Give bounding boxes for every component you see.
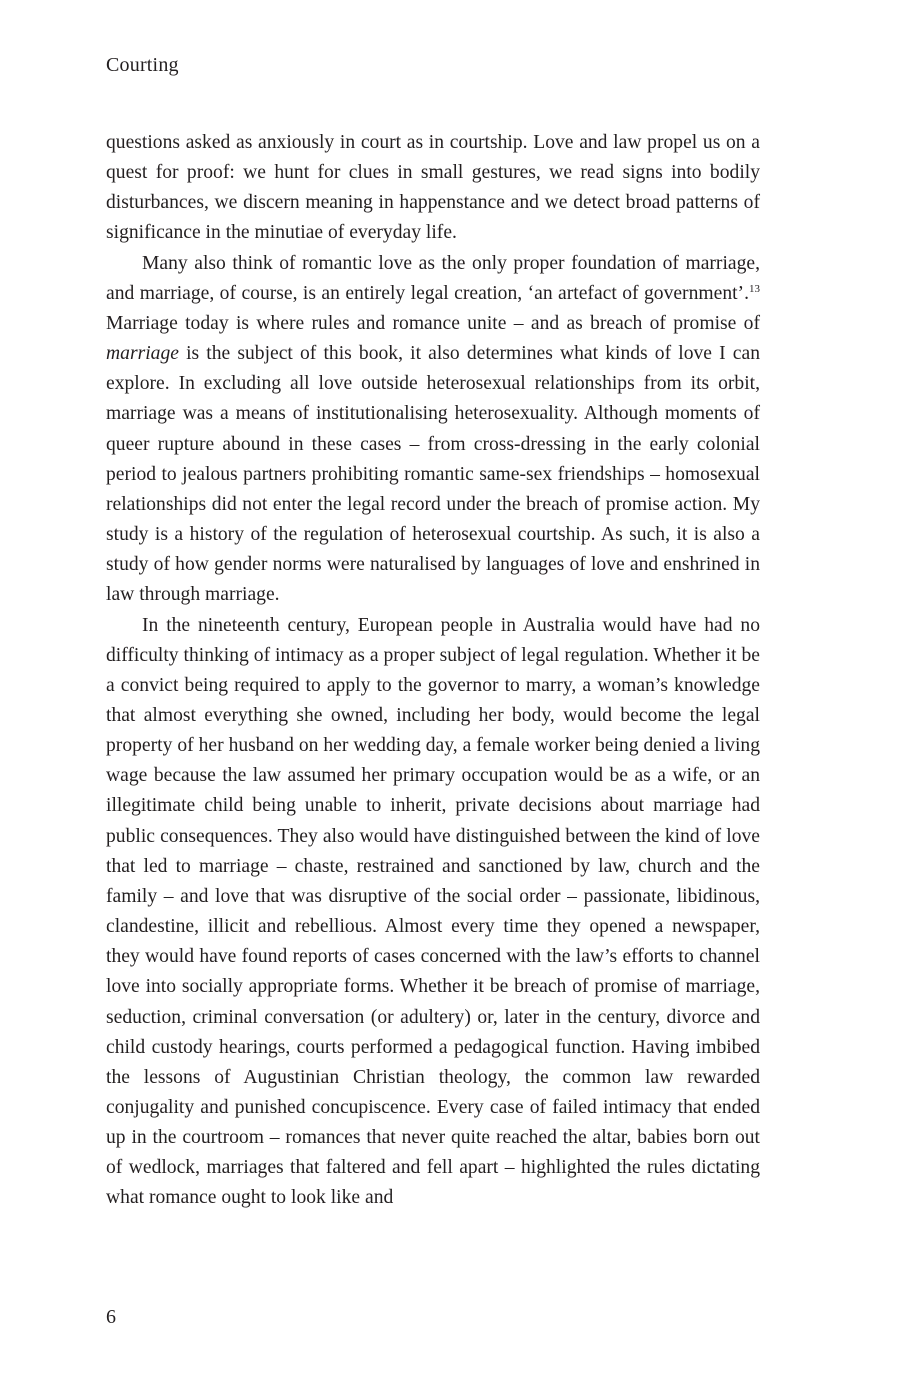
body-text [106, 128, 760, 1214]
text-run: questions asked as anxiously in court as in courtship. Love and law propel us on a quest for proof: we hunt for clues in small gestures, we read signs into bodily disturbances, we discern meaning in happenstance and we detect broad patterns of significance in the minutiae of everyday life. [106, 132, 760, 244]
italic-text: marriage [106, 343, 179, 365]
footnote-reference: 13 [749, 282, 760, 295]
paragraph [106, 611, 760, 1214]
page-number: 6 [106, 1306, 116, 1328]
text-run: is the subject of this book, it also determines what kinds of love I can explore. In excluding all love outside heterosexual relationships from its orbit, marriage was a means of institutionalising heterosexuality. Although moments of queer rupture abound in these cases – from cross-dressing in the early colonial period to jealous partners prohibiting romantic same-sex friendships – homosexual relationships did not enter the legal record under the breach of promise action. My study is a history of the regulation of heterosexual courtship. As such, it is also a study of how gender norms were naturalised by languages of love and enshrined in law through marriage. [106, 343, 760, 606]
text-run: In the nineteenth century, European people in Australia would have had no difficulty thinking of intimacy as a proper subject of legal regulation. Whether it be a convict being required to apply to the governor to marry, a woman’s knowledge that almost everything she owned, including her body, would become the legal property of her husband on her wedding day, a female worker being denied a living wage because the law assumed her primary occupation would be as a wife, or an illegitimate child being unable to inherit, private decisions about marriage had public consequences. They also would have distinguished between the kind of love that led to marriage – chaste, restrained and sanctioned by law, church and the family – and love that was disruptive of the social order – passionate, libidinous, clandestine, illicit and rebellious. Almost every time they opened a newspaper, they would have found reports of cases concerned with the law’s efforts to channel love into socially appropriate forms. Whether it be breach of promise of marriage, seduction, criminal conversation (or adultery) or, later in the century, divorce and child custody hearings, courts performed a pedagogical function. Having imbibed the lessons of Augustinian Christian theology, the common law rewarded conjugality and punished concupiscence. Every case of failed intimacy that ended up in the courtroom – romances that never quite reached the altar, babies born out of wedlock, marriages that faltered and fell apart – highlighted the rules dictating what romance ought to look like and [106, 614, 760, 1209]
text-run: Many also think of romantic love as the only proper foundation of marriage, and marriage, of course, is an entirely legal creation, ‘an artefact of government’. [106, 252, 760, 304]
paragraph [106, 128, 760, 249]
paragraph [106, 249, 760, 611]
text-run: Marriage today is where rules and romance unite – and as breach of promise of [106, 312, 760, 334]
running-head: Courting [106, 54, 179, 76]
